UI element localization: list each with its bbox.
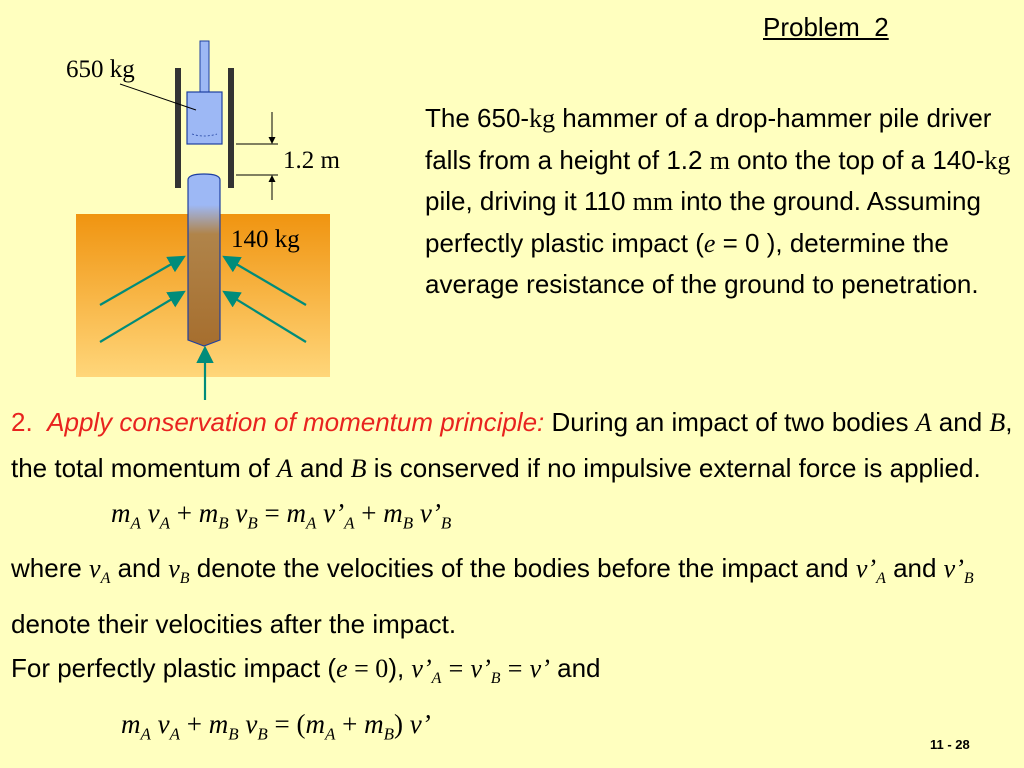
pile-driver-figure (0, 0, 420, 400)
pile (188, 174, 220, 346)
page-number: 11 - 28 (930, 737, 970, 752)
velocity-definitions: where $v_A$ and $v_B$ denote the velocities of the bodies before the impact and $v’_A$ and $v’_B$ denote their velocities after the impact. (11, 552, 974, 639)
drop-height-label: 1.2 m (283, 147, 340, 174)
hammer-rod (200, 41, 209, 96)
step-heading: Apply conservation of momentum principle: (47, 407, 545, 437)
combined-momentum-equation: $m_A$ $v_A + m_B$ $v_B = (m_A + m_B)$ v’ (121, 708, 431, 744)
guide-rail-left (175, 68, 181, 188)
pile-mass-label: 140 kg (231, 226, 300, 253)
step-number: 2. (11, 407, 33, 437)
step-2-text (11, 400, 1016, 757)
plastic-impact-line: For perfectly plastic impact (e = 0), $v’_A$ = $v’_B = v$’ and (11, 653, 601, 688)
momentum-equation: $m_A$ $v_A + m_B$ $v_B = m_A$ $v’_A + m_B$ $v’_B$ (111, 498, 452, 533)
step-2-paragraph: 2. Apply conservation of momentum principle: During an impact of two bodies A and B, the total momentum of A and B is conserved if no impulsive external force is applied. (11, 407, 1013, 483)
hammer-mass-label: 650 kg (66, 56, 135, 83)
slide-title: Problem 2 (763, 12, 889, 42)
guide-rail-right (228, 68, 234, 188)
problem-statement: The 650-kg hammer of a drop-hammer pile driver falls from a height of 1.2 m onto the top of a 140-kg pile, driving it 110 mm into the ground. Assuming perfectly plastic impact (e = 0 ), determine the average resistance of the ground to penetration. (425, 103, 1011, 300)
